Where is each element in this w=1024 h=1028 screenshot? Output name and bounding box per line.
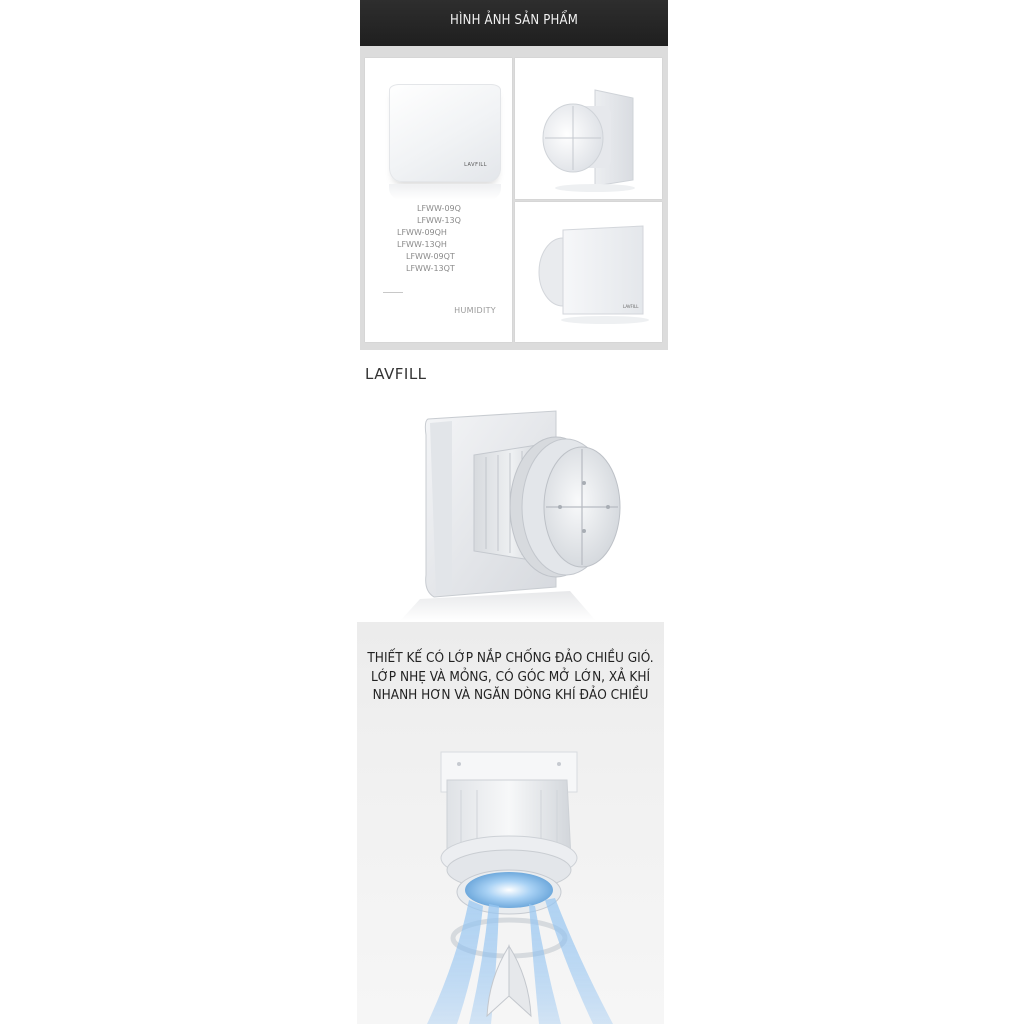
fan-angle-view-image <box>515 202 662 342</box>
gallery-panel-angle-view[interactable] <box>515 202 662 342</box>
brand-logo: LAVFILL <box>365 365 427 383</box>
gallery-panel-front-cover[interactable] <box>365 58 512 342</box>
model-item: LFWW-09QH <box>397 228 447 237</box>
model-item: LFWW-13QT <box>406 264 455 273</box>
product-page-column <box>360 0 668 1024</box>
section-title: HÌNH ẢNH SẢN PHẨM <box>450 13 578 28</box>
section-header <box>360 0 668 46</box>
fan-hero-image <box>360 395 668 621</box>
feature-description: THIẾT KẾ CÓ LỚP NẮP CHỐNG ĐẢO CHIỀU GIÓ. LỚP NHẸ VÀ MỎNG, CÓ GÓC MỞ LỚN, XẢ KHÍ NHANH HƠN VÀ NGĂN DÒNG KHÍ ĐẢO CHIỀU <box>367 650 654 703</box>
product-gallery <box>360 46 668 350</box>
model-item: LFWW-09QT <box>406 252 455 261</box>
fan-side-view-image <box>515 58 662 199</box>
cover-logo: LAVFILL <box>464 162 487 168</box>
gallery-panel-side-view[interactable] <box>515 58 662 199</box>
divider <box>383 292 403 293</box>
feature-section <box>357 622 664 1024</box>
cover-logo-small: LAVFILL <box>623 304 639 309</box>
fan-airflow-image <box>417 750 617 1024</box>
humidity-label: HUMIDITY <box>454 306 496 315</box>
cover-reflection <box>389 184 501 200</box>
model-item: LFWW-13QH <box>397 240 447 249</box>
model-item: LFWW-09Q <box>417 204 461 213</box>
fan-front-cover-image <box>389 84 501 182</box>
model-item: LFWW-13Q <box>417 216 461 225</box>
